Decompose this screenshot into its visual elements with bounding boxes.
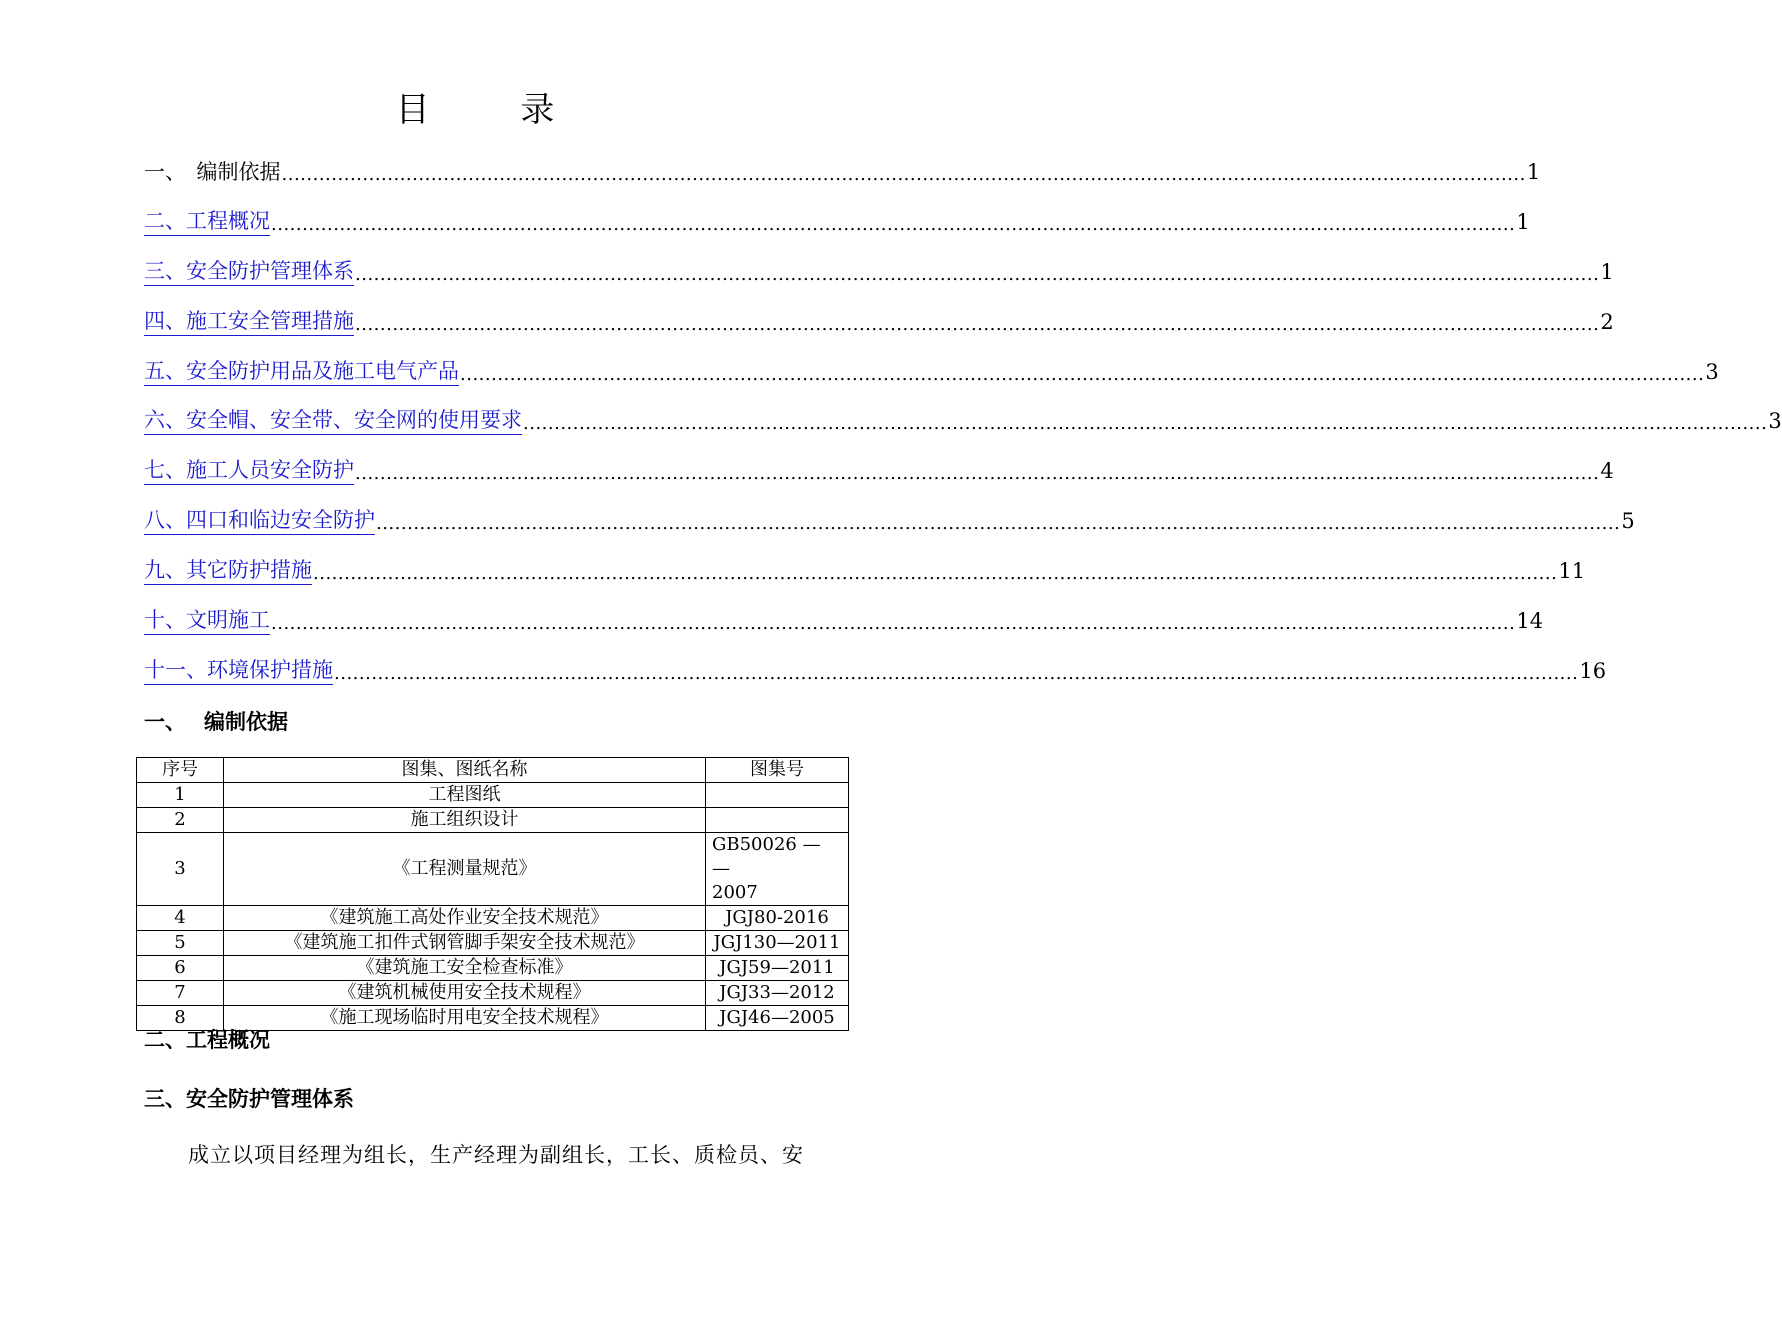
toc-page-number: 1 <box>1516 210 1530 234</box>
toc-entry-label[interactable]: 九、其它防护措施 <box>144 556 312 585</box>
toc-page-number: 5 <box>1621 509 1635 533</box>
reference-table <box>136 757 849 1031</box>
table-row <box>137 783 849 808</box>
cell-code <box>706 783 849 808</box>
toc-page-number: 3 <box>1705 360 1719 384</box>
toc-entry-label[interactable]: 四、施工安全管理措施 <box>144 307 354 336</box>
cell-no: 6 <box>137 956 224 981</box>
cell-no: 4 <box>137 906 224 931</box>
toc-leader-dots: ........................................................................................................................................................................................................ <box>355 463 1600 484</box>
toc-entry[interactable] <box>144 356 1719 386</box>
toc-page-number: 4 <box>1600 459 1614 483</box>
toc-leader-dots: ........................................................................................................................................................................................................ <box>271 214 1516 235</box>
section-number: 一、 <box>144 710 186 734</box>
table-row <box>137 931 849 956</box>
toc-entry-label: 一、 编制依据 <box>144 160 281 184</box>
cell-no: 5 <box>137 931 224 956</box>
cell-code: JGJ33—2012 <box>706 981 849 1006</box>
toc-entry[interactable] <box>144 455 1614 485</box>
col-header-no: 序号 <box>137 758 224 783</box>
body-paragraph: 成立以项目经理为组长，生产经理为副组长，工长、质检员、安 <box>188 1143 804 1167</box>
toc-page-number: 11 <box>1558 559 1586 583</box>
toc-entry-label[interactable]: 二、工程概况 <box>144 207 270 236</box>
section-heading-basis <box>144 708 288 736</box>
toc-leader-dots: ........................................................................................................................................................................................................ <box>355 314 1600 335</box>
cell-no: 1 <box>137 783 224 808</box>
toc-page-number: 3 <box>1768 409 1782 433</box>
cell-name: 《建筑施工高处作业安全技术规范》 <box>224 906 706 931</box>
table-header-row <box>137 758 849 783</box>
toc-entry-label[interactable]: 十、文明施工 <box>144 606 270 635</box>
toc-entry[interactable] <box>144 655 1607 685</box>
toc-leader-dots: ........................................................................................................................................................................................................ <box>460 364 1705 385</box>
toc-entry <box>144 156 1541 186</box>
cell-code: GB50026 — — 2007 <box>706 833 849 906</box>
toc-page-number: 14 <box>1516 609 1544 633</box>
cell-no: 2 <box>137 808 224 833</box>
toc-entry-label[interactable]: 七、施工人员安全防护 <box>144 456 354 485</box>
cell-name: 《施工现场临时用电安全技术规程》 <box>224 1006 706 1031</box>
cell-code: JGJ46—2005 <box>706 1006 849 1031</box>
cell-no: 3 <box>137 833 224 906</box>
toc-entry[interactable] <box>144 605 1544 635</box>
table-row <box>137 956 849 981</box>
section-heading-safety-system: 三、安全防护管理体系 <box>144 1087 354 1111</box>
cell-name: 《建筑施工安全检查标准》 <box>224 956 706 981</box>
section-title: 编制依据 <box>204 710 288 734</box>
toc-entry[interactable] <box>144 256 1614 286</box>
table-row <box>137 808 849 833</box>
cell-code <box>706 808 849 833</box>
toc-page-number: 1 <box>1526 160 1541 184</box>
table-row <box>137 906 849 931</box>
toc-page-number: 1 <box>1600 260 1614 284</box>
toc-entry[interactable] <box>144 555 1586 585</box>
col-header-name: 图集、图纸名称 <box>224 758 706 783</box>
toc-entry[interactable] <box>144 206 1530 236</box>
toc-leader-dots: ........................................................................................................................................................................................................ <box>376 513 1621 534</box>
toc-leader-dots: ........................................................................................................................................................................................................ <box>271 613 1516 634</box>
toc-entry-label[interactable]: 五、安全防护用品及施工电气产品 <box>144 357 459 386</box>
cell-no: 8 <box>137 1006 224 1031</box>
section-heading-overview: 二、工程概况 <box>144 1028 270 1052</box>
toc-entry[interactable] <box>144 505 1635 535</box>
cell-name: 工程图纸 <box>224 783 706 808</box>
cell-no: 7 <box>137 981 224 1006</box>
toc-entry[interactable] <box>144 306 1614 336</box>
cell-name: 《建筑机械使用安全技术规程》 <box>224 981 706 1006</box>
toc-page-number: 2 <box>1600 310 1614 334</box>
cell-code: JGJ130—2011 <box>706 931 849 956</box>
toc-entry-label[interactable]: 十一、环境保护措施 <box>144 656 333 685</box>
toc-leader-dots: ........................................................................................................................................................................................................ <box>313 563 1558 584</box>
table-row <box>137 833 849 906</box>
table-row <box>137 981 849 1006</box>
cell-code: JGJ59—2011 <box>706 956 849 981</box>
cell-name: 施工组织设计 <box>224 808 706 833</box>
toc-page-number: 16 <box>1579 659 1607 683</box>
toc-leader-dots: ........................................................................................................................................................................................................ <box>334 663 1579 684</box>
cell-code: JGJ80-2016 <box>706 906 849 931</box>
toc-entry[interactable] <box>144 405 1782 435</box>
col-header-code: 图集号 <box>706 758 849 783</box>
cell-name: 《建筑施工扣件式钢管脚手架安全技术规范》 <box>224 931 706 956</box>
toc-leader-dots: ........................................................................................................................................................................................................ <box>355 264 1600 285</box>
table-body <box>137 783 849 1031</box>
toc-entry-label[interactable]: 八、四口和临边安全防护 <box>144 506 375 535</box>
toc-entry-label[interactable]: 三、安全防护管理体系 <box>144 257 354 286</box>
toc-leader-dots: ........................................................................................................................................................................................................ <box>281 164 1526 185</box>
cell-name: 《工程测量规范》 <box>224 833 706 906</box>
toc-leader-dots: ........................................................................................................................................................................................................ <box>523 413 1768 434</box>
toc-title: 目 录 <box>395 90 595 130</box>
toc-entry-label[interactable]: 六、安全帽、安全带、安全网的使用要求 <box>144 406 522 435</box>
